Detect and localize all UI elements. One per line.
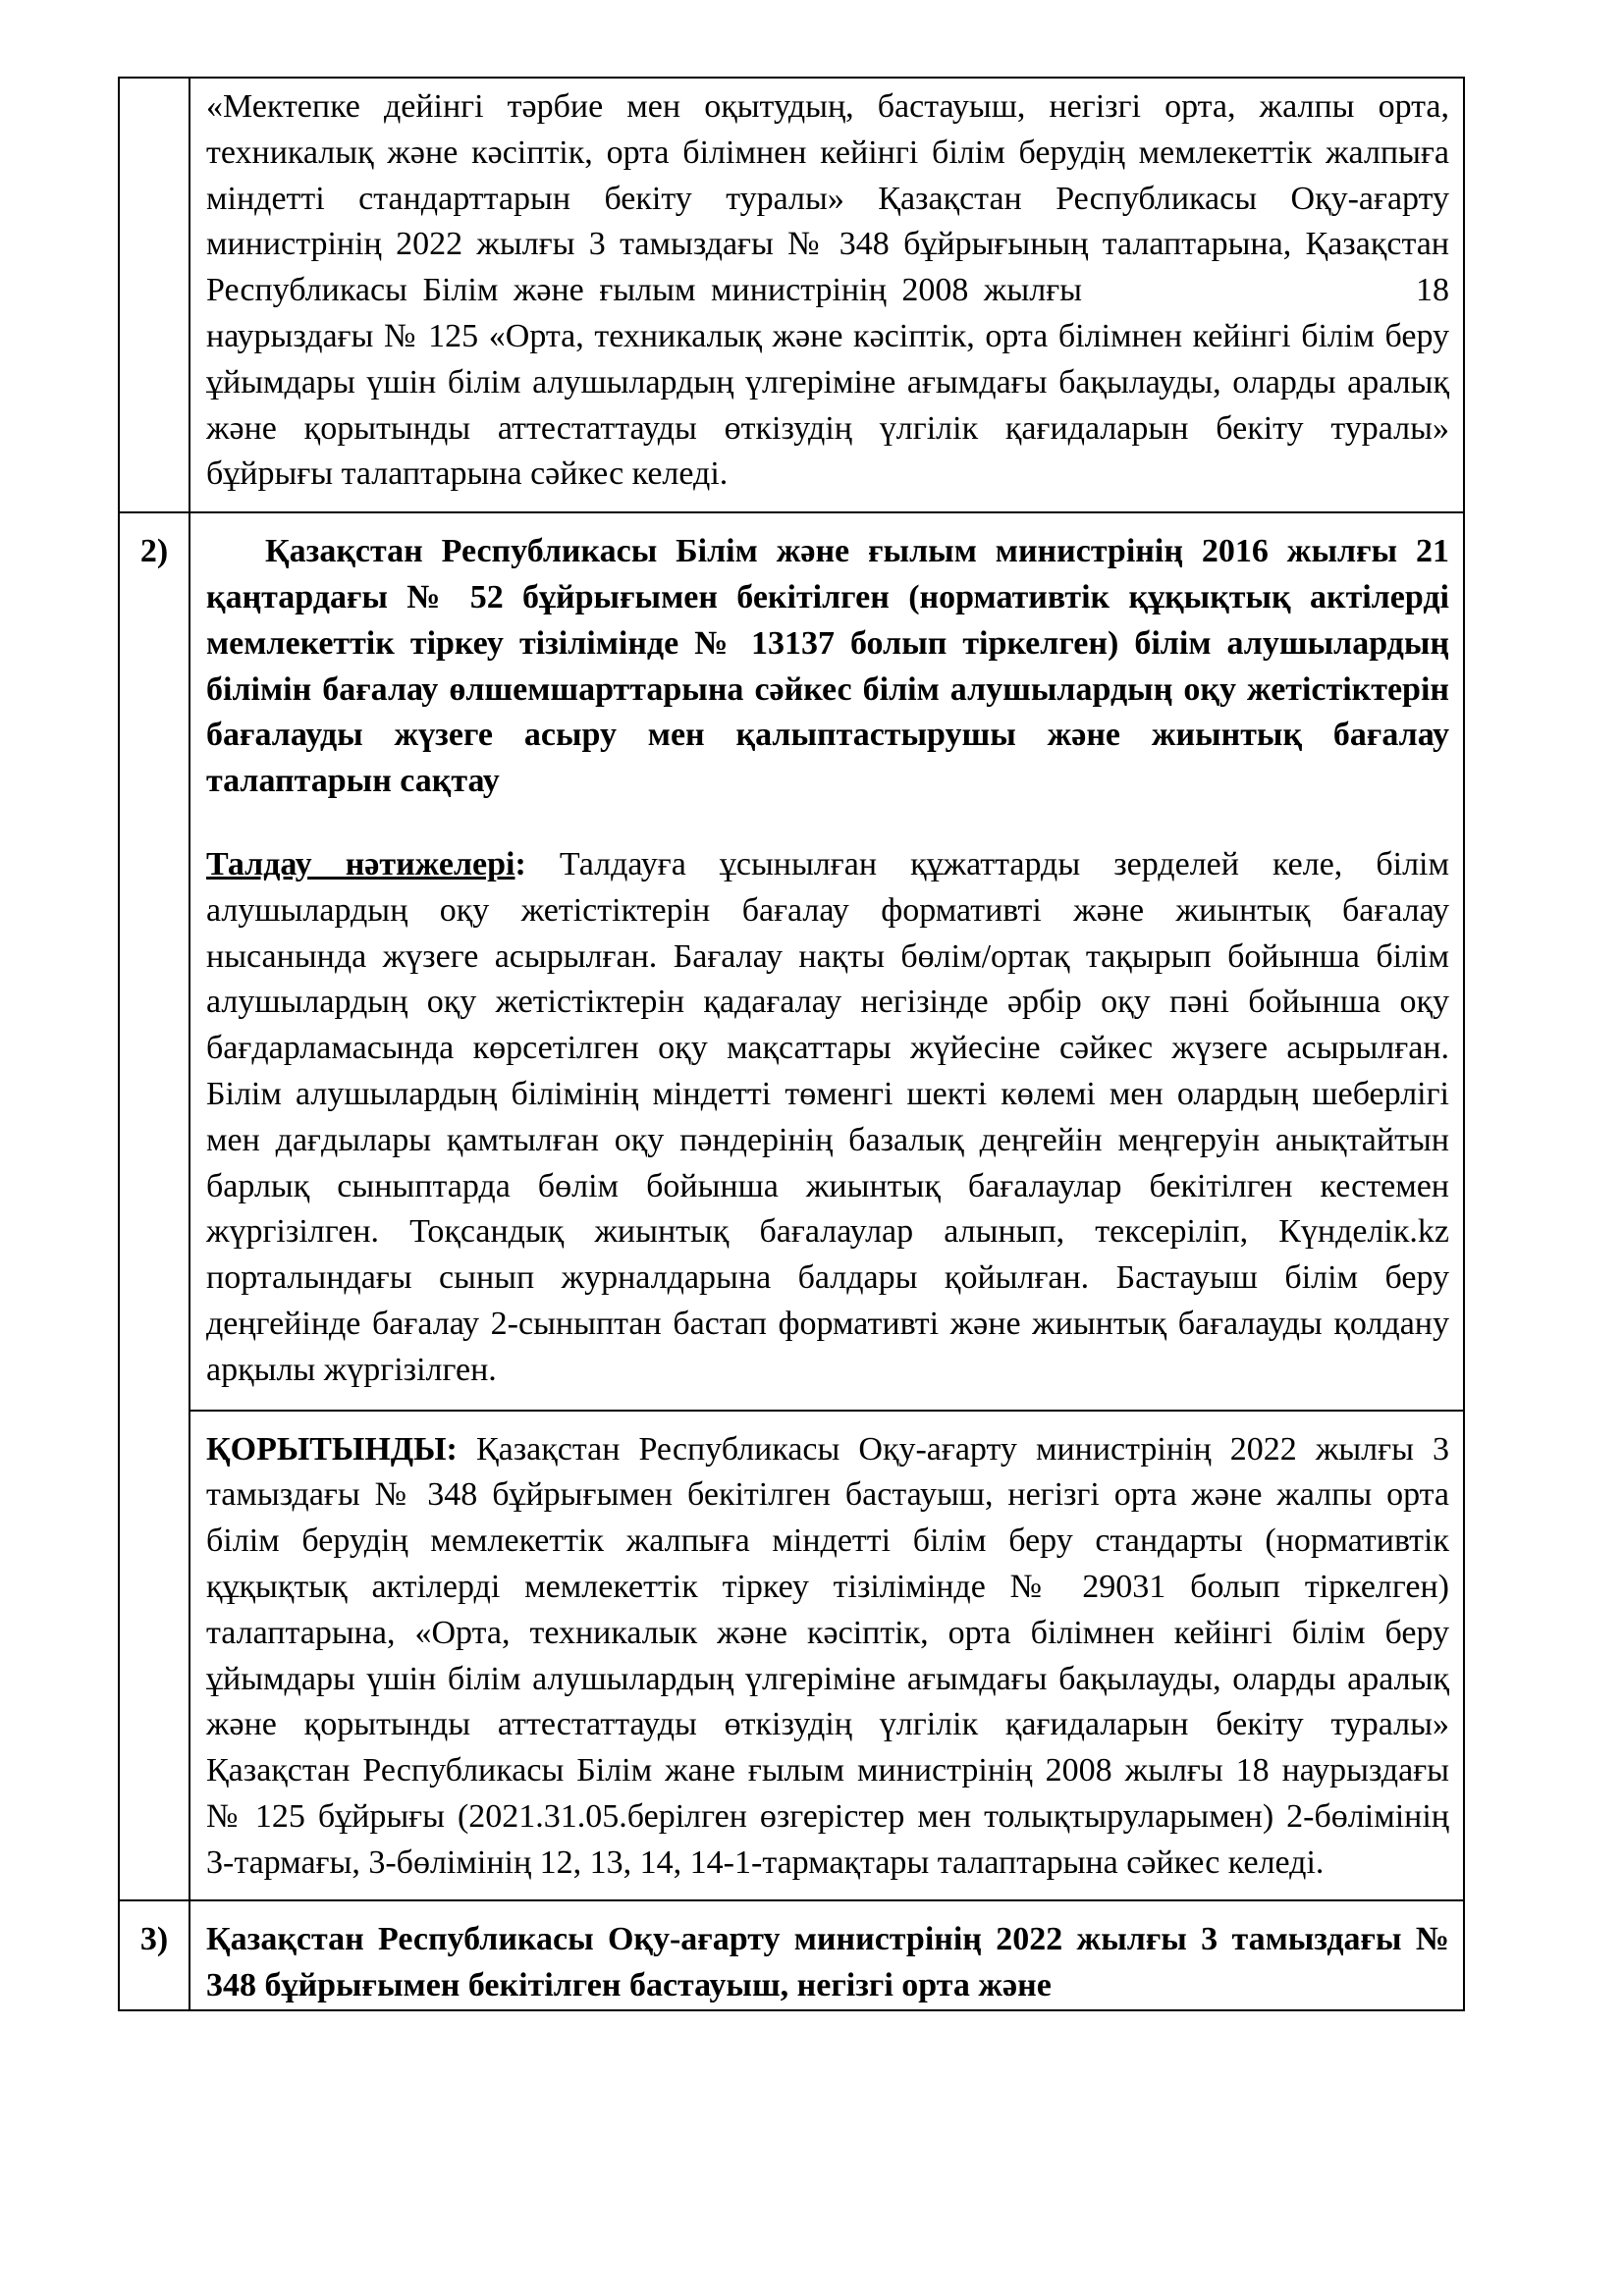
row-1-text-part-b: 18 наурыздағы № 125 «Орта, техникалық және кәсіптік, орта білімнен кейінгі білім беру ұйымдары үшін білім алушылардың үлгеріміне ағымдағы бақылауды, оларды аралық және қорытынды аттестаттауды өткізудің үлгілік қағидаларын бекіту туралы» бұйрығы талаптарына сәйкес келеді. [206, 272, 1449, 493]
row-2-heading: Қазақстан Республикасы Білім және ғылым министрінің 2016 жылғы 21 қаңтардағы № 52 бұйрығымен бекітілген (нормативтік құқықтық актілерді мемлекеттік тіркеу тізілімінде № 13137 болып тіркелген) білім алушылардың білімін бағалау өлшемшарттарына сәйкес білім алушылардың оқу жетістіктерін бағалауды жүзеге асыру мен қалыптастырушы және жиынтық бағалау талаптарын сақтау [206, 533, 1449, 800]
row-2-main-cell [189, 512, 1464, 1410]
row-3-heading: Қазақстан Республикасы Оқу-ағарту министрінің 2022 жылғы 3 тамыздағы № 348 бұйрығымен бекітілген бастауыш, негізгі орта және [206, 1921, 1449, 2004]
row-2-conclusion-cell [189, 1411, 1464, 1901]
row-2-conclusion-paragraph [190, 1412, 1463, 1900]
document-table [118, 77, 1465, 2011]
row-2-number: 2) [139, 533, 169, 570]
analysis-colon: : [514, 845, 526, 882]
row-3-number: 3) [139, 1921, 169, 1958]
row-1-paragraph [190, 79, 1463, 511]
analysis-text: Талдауға ұсынылған құжаттарды зерделей келе, білім алушылардың оқу жетістіктерін бағалау формативті және жиынтық бағалау нысанында жүзеге асырылған. Бағалау нақты бөлім/ортақ тақырып бойынша білім алушылардың оқу жетістіктерін қадағалау негізінде әрбір оқу пәні бойынша оқу бағдарламасында көрсетілген оқу мақсаттары жүйесіне сәйкес жүзеге асырылған. Білім алушылардың білімінің міндетті төменгі шекті көлемі мен олардың шеберлігі мен дағдылары қамтылған оқу пәндерінің базалық деңгейін меңгеруін анықтайтын барлық сыныптарда бөлім бойынша жиынтық бағалаулар бекітілген кестемен жүргізілген. Тоқсандық жиынтық бағалаулар алынып, тексеріліп, Күнделік.kz порталындағы сынып журналдарына балдары қойылған. Бастауыш білім беру деңгейінде бағалау 2-сыныптан бастап формативті және жиынтық бағалауды қолдану арқылы жүргізілген. [206, 845, 1449, 1388]
row-2-analysis-paragraph [190, 825, 1463, 1410]
row-1-number-cell [119, 78, 189, 512]
table-row-1 [119, 78, 1464, 512]
row-3-number-cell [119, 1900, 189, 2010]
row-1-number [120, 79, 189, 94]
conclusion-text: Қазақстан Республикасы Оқу-ағарту министрінің 2022 жылғы 3 тамыздағы № 348 бұйрығымен бекітілген бастауыш, негізгі орта және жалпы орта білім берудің мемлекеттік жалпыға міндетті білім беру стандарты (нормативтік құқықтық актілерді мемлекеттік тіркеу тізілімінде № 29031 болып тіркелген) талаптарына, «Орта, техникалык және кәсіптік, орта білімнен кейінгі білім беру ұйымдары үшін білім алушылардың үлгеріміне ағымдағы бақылауды, оларды аралық және қорытынды аттестаттауды өткізудің үлгілік қағидаларын бекіту туралы» Қазақстан Республикасы Білім жане ғылым министрінің 2008 жылғы 18 наурыздағы № 125 бұйрығы (2021.31.05.берілген өзгерістер мен толықтыруларымен) 2-бөлімінің 3-тармағы, 3-бөлімінің 12, 13, 14, 14-1-тармақтары талаптарына сәйкес келеді. [206, 1430, 1449, 1881]
row-2-number-cell [119, 512, 189, 1900]
table-row-2-conclusion [119, 1411, 1464, 1901]
analysis-label: Талдау нәтижелері [206, 845, 515, 882]
table-row-2 [119, 512, 1464, 1410]
row-1-text-part-a: «Мектепке дейінгі тәрбие мен оқытудың, бастауыш, негізгі орта, жалпы орта, техникалық және кәсіптік, орта білімнен кейінгі білім берудің мемлекеттік жалпыға міндетті стандарттарын бекіту туралы» Қазақстан Республикасы Оқу-ағарту министрінің 2022 жылғы 3 тамыздағы № 348 бұйрығының талаптарына, Қазақстан Республикасы Білім және ғылым министрінің 2008 жылғы [206, 88, 1449, 309]
conclusion-label: ҚОРЫТЫНДЫ: [206, 1430, 458, 1468]
table-row-3 [119, 1900, 1464, 2010]
row-3-text-cell [189, 1900, 1464, 2010]
row-1-text-cell [189, 78, 1464, 512]
